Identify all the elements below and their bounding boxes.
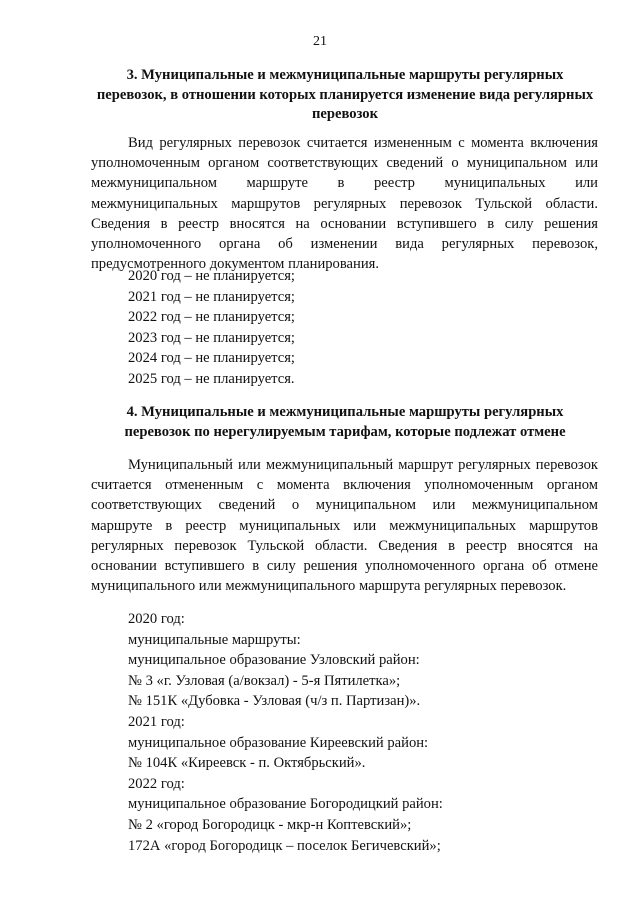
list-item: муниципальное образование Богородицкий район: <box>128 796 443 813</box>
page-number: 21 <box>313 34 327 49</box>
section-4-paragraph: Муниципальный или межмуниципальный маршрут регулярных перевозок считается отмененным с момента включения уполномоченным органом соответствующих сведений о муниципальном или межмуниципальном маршруте в реестр муниципальных или межмуниципальных маршрутов регулярных перевозок Тульской области. Сведения в реестр вносятся на основании вступившего в силу решения уполномоченного органа об отмене муниципального или межмуниципального маршрута регулярных перевозок. <box>91 457 598 595</box>
section-3-heading: 3. Муниципальные и межмуниципальные маршруты регулярных перевозок, в отношении которых планируется изменение вида регулярных перевозок <box>96 67 594 122</box>
section-4-heading: 4. Муниципальные и межмуниципальные маршруты регулярных перевозок по нерегулируемым тарифам, которые подлежат отмене <box>124 404 566 440</box>
list-item: № 3 «г. Узловая (а/вокзал) - 5-я Пятилетка»; <box>128 672 401 689</box>
year-item: 2023 год – не планируется; <box>128 329 295 346</box>
section-3-paragraph: Вид регулярных перевозок считается измененным с момента включения уполномоченным органом соответствующих сведений о муниципальном или межмуниципальном маршруте в реестр муниципальных или межмуниципальных маршрутов регулярных перевозок Тульской области. Сведения в реестр вносятся на основании вступившего в силу решения уполномоченного органа об изменении вида регулярных перевозок, предусмотренного документом планирования. <box>91 135 598 273</box>
year-item: 2024 год – не планируется; <box>128 350 295 367</box>
section-4-route-list <box>128 609 598 856</box>
year-item: 2021 год – не планируется; <box>128 288 295 305</box>
year-item: 2025 год – не планируется. <box>128 370 295 387</box>
list-item: 172А «город Богородицк – поселок Бегичевский»; <box>128 837 441 854</box>
list-item: муниципальные маршруты: <box>128 631 301 648</box>
list-item: 2021 год: <box>128 713 185 730</box>
list-item: 2022 год: <box>128 775 185 792</box>
list-item: муниципальное образование Узловский район: <box>128 652 420 669</box>
list-item: № 151К «Дубовка - Узловая (ч/з п. Партизан)». <box>128 693 421 710</box>
list-item: 2020 год: <box>128 611 185 627</box>
list-item: муниципальное образование Киреевский район: <box>128 734 429 751</box>
year-item: 2020 год – не планируется; <box>128 268 295 284</box>
list-item: № 2 «город Богородицк - мкр-н Коптевский»; <box>128 816 412 833</box>
list-item: № 104К «Киреевск - п. Октябрьский». <box>128 755 366 772</box>
section-3-year-list <box>128 266 598 390</box>
year-item: 2022 год – не планируется; <box>128 309 295 326</box>
